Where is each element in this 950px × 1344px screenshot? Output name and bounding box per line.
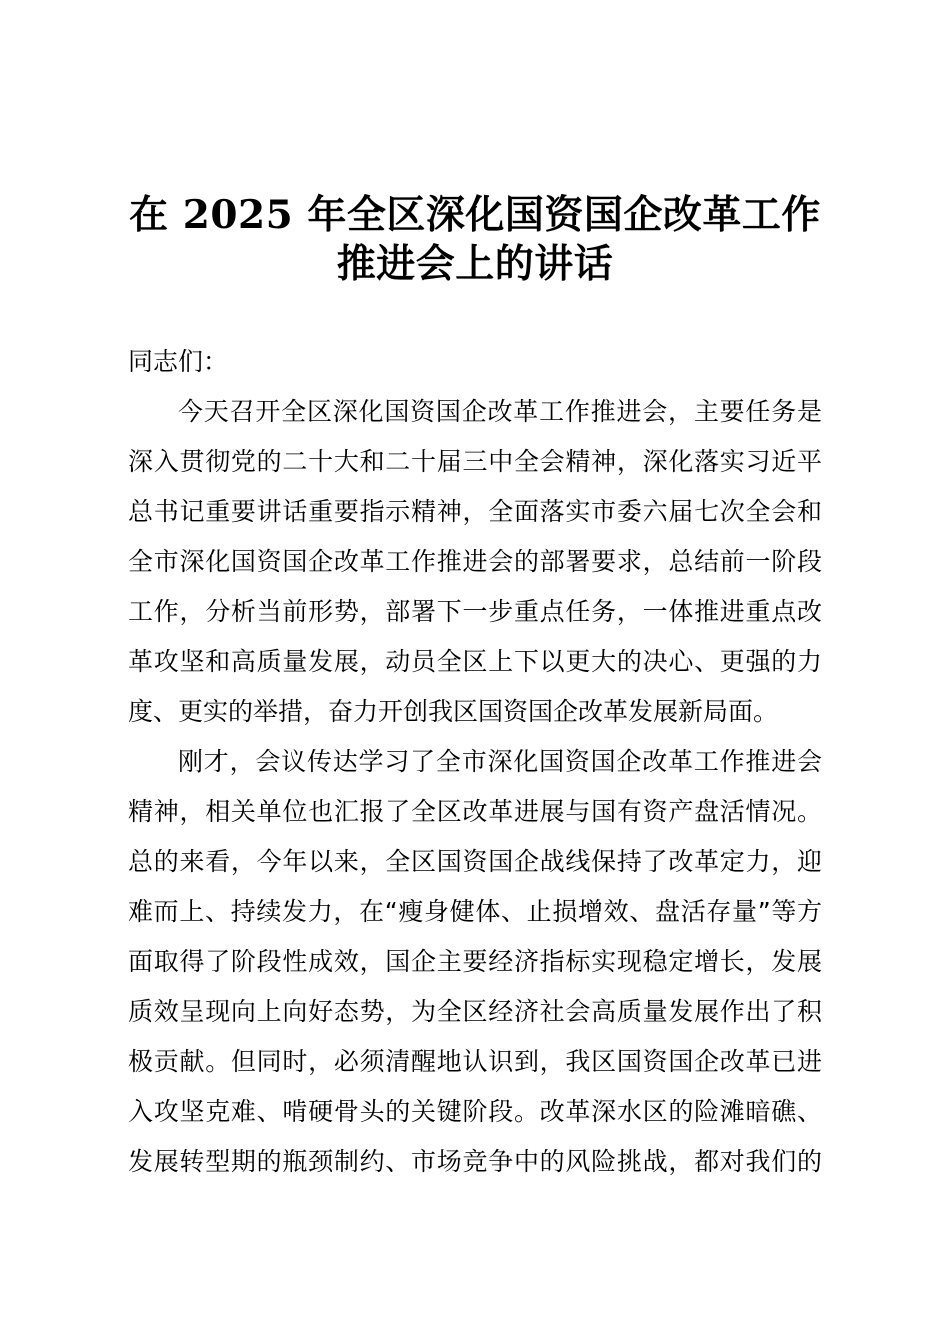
paragraph-1-line: 全市深化国资国企改革工作推进会的部署要求，总结前一阶段 (128, 547, 822, 576)
document-title-line-1: 在 2025 年全区深化国资国企改革工作 (129, 192, 821, 238)
paragraph-2-line: 面取得了阶段性成效，国企主要经济指标实现稳定增长，发展 (128, 947, 822, 976)
paragraph-2-line: 极贡献。但同时，必须清醒地认识到，我区国资国企改革已进 (128, 1047, 822, 1076)
paragraph-2-line: 刚才，会议传达学习了全市深化国资国企改革工作推进会 (178, 747, 822, 776)
paragraph-2-line: 发展转型期的瓶颈制约、市场竞争中的风险挑战，都对我们的 (128, 1147, 822, 1176)
paragraph-1-line: 总书记重要讲话重要指示精神，全面落实市委六届七次全会和 (128, 497, 822, 526)
paragraph-1-line: 革攻坚和高质量发展，动员全区上下以更大的决心、更强的力 (128, 647, 822, 676)
paragraph-2-line: 入攻坚克难、啃硬骨头的关键阶段。改革深水区的险滩暗礁、 (128, 1097, 822, 1126)
paragraph-1-line: 工作，分析当前形势，部署下一步重点任务，一体推进重点改 (128, 597, 822, 626)
paragraph-1-line: 深入贯彻党的二十大和二十届三中全会精神，深化落实习近平 (128, 447, 822, 476)
salutation: 同志们： (128, 347, 229, 376)
document-title-line-2: 推进会上的讲话 (336, 241, 614, 287)
paragraph-2-line: 难而上、持续发力，在“瘦身健体、止损增效、盘活存量”等方 (128, 897, 822, 926)
paragraph-1-line: 度、更实的举措，奋力开创我区国资国企改革发展新局面。 (128, 697, 779, 726)
paragraph-2-line: 总的来看，今年以来，全区国资国企战线保持了改革定力，迎 (128, 847, 822, 876)
paragraph-2-line: 质效呈现向上向好态势，为全区经济社会高质量发展作出了积 (128, 997, 822, 1026)
paragraph-2-line: 精神，相关单位也汇报了全区改革进展与国有资产盘活情况。 (128, 797, 822, 826)
paragraph-1-line: 今天召开全区深化国资国企改革工作推进会，主要任务是 (178, 397, 822, 426)
